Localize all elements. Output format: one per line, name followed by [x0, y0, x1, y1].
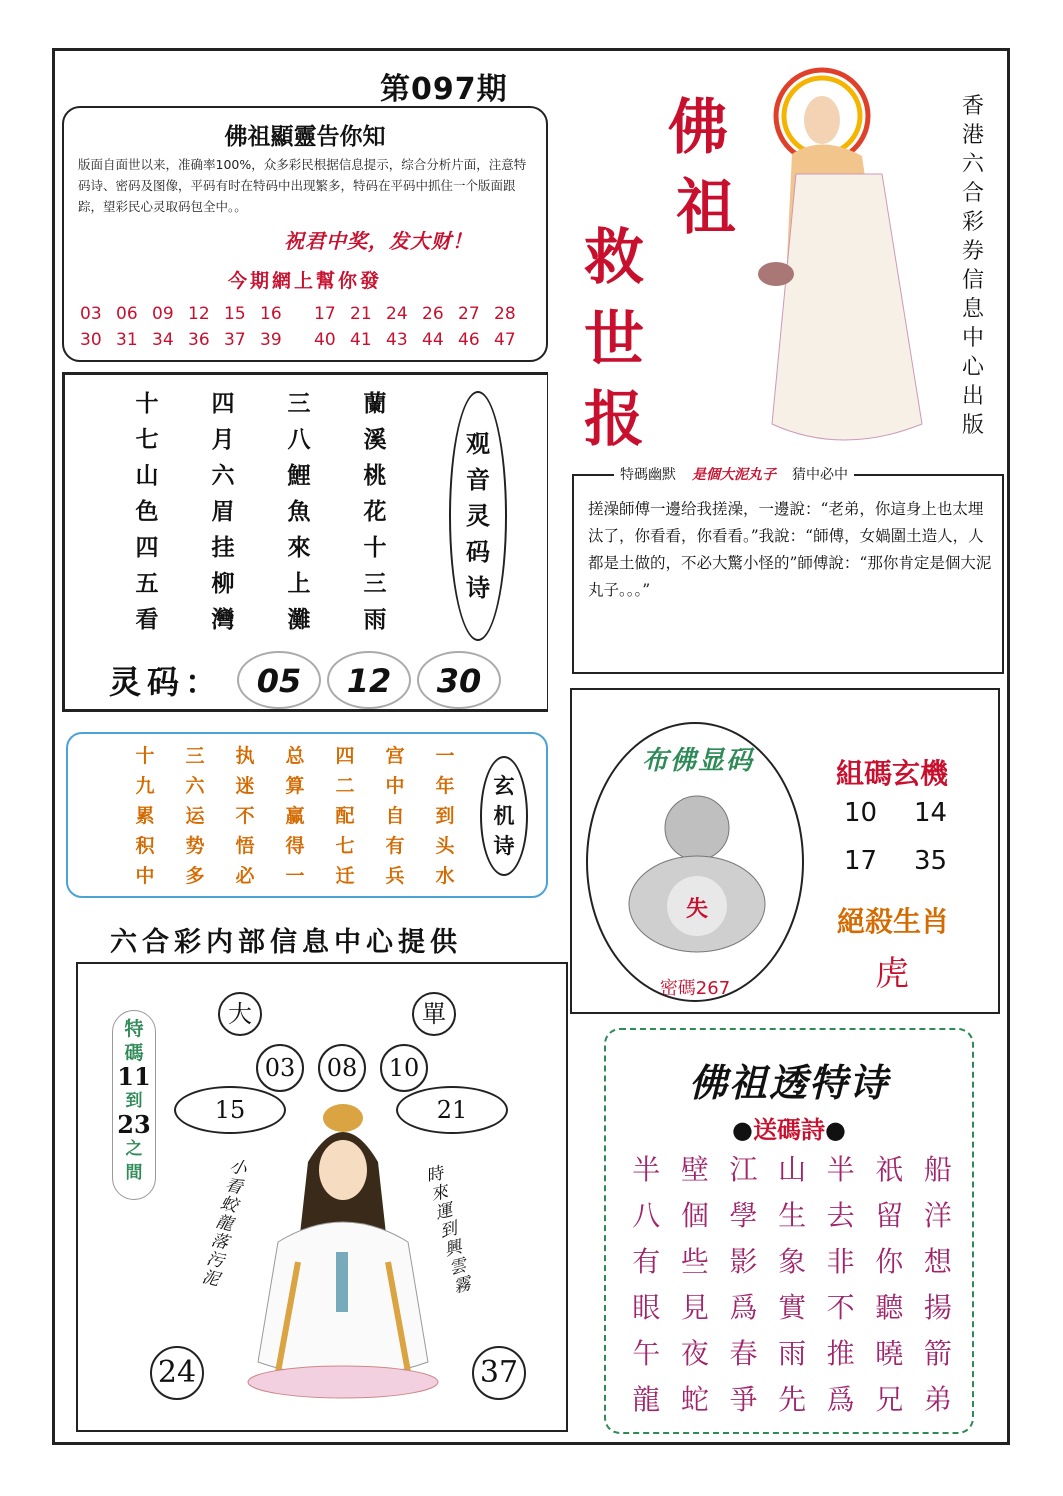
poem-char: 总 [285, 745, 305, 767]
tema-label: 碼 [124, 1042, 144, 1064]
number-cell: 09 [152, 304, 174, 324]
zuma-number: 35 [914, 846, 948, 876]
lingma-number: 05 [237, 651, 321, 709]
number-cell: 12 [188, 304, 210, 324]
joke-hint: 猜中必中 [792, 467, 848, 483]
tema-dao: 到 [125, 1091, 143, 1111]
poem-char: 看 [135, 606, 159, 633]
title-char: 佛 [668, 93, 728, 163]
poem-char: 势 [185, 835, 205, 857]
poem-char: 五 [135, 570, 159, 597]
bullet-icon: ● [825, 1116, 846, 1144]
poem-title-char: 码 [466, 537, 490, 566]
poem-char: 祇 [875, 1153, 904, 1186]
te-poem-title: 佛祖透特诗 [688, 1060, 889, 1105]
dan-circle: 單 [412, 992, 456, 1036]
poem-char: 船 [923, 1153, 952, 1186]
poem-char: 柳 [211, 570, 235, 597]
poem-char: 灘 [287, 606, 311, 633]
number-cell: 39 [260, 330, 282, 350]
tema-label: 特 [124, 1018, 144, 1040]
poem-char: 夜 [680, 1337, 709, 1370]
number-cell: 26 [422, 304, 444, 324]
mima-text: 密碼267 [659, 978, 731, 999]
poem-title-char: 诗 [493, 834, 515, 858]
poem-char: 去 [826, 1199, 855, 1232]
poem-char: 洋 [923, 1199, 952, 1232]
poem-char: 非 [826, 1245, 855, 1278]
zuma-box [570, 688, 1000, 1014]
poem-char: 桃 [363, 462, 387, 489]
guanyin-figure-icon [238, 1102, 448, 1402]
number-cell: 15 [224, 304, 246, 324]
poem-char: 爭 [729, 1383, 758, 1416]
jue-title: 絕殺生肖 [836, 905, 949, 938]
xuanji-poem-box [66, 732, 548, 898]
poem-char: 學 [729, 1199, 758, 1232]
number-cell: 24 [386, 304, 408, 324]
poem-char: 上 [287, 570, 311, 597]
poem-char: 半 [632, 1153, 661, 1186]
poem-char: 执 [235, 745, 255, 767]
poem-char: 必 [235, 865, 255, 887]
poem-char: 半 [826, 1153, 855, 1186]
te-poem-box [604, 1028, 974, 1434]
poem-char: 象 [778, 1245, 807, 1278]
poem-char: 八 [632, 1199, 661, 1232]
guanyin-poem-box [62, 372, 548, 712]
poem-char: 色 [135, 498, 159, 525]
buddha-panel [76, 962, 568, 1432]
da-circle: 大 [218, 992, 262, 1036]
tema-suffix: 間 [125, 1163, 143, 1183]
tema-range [112, 1010, 156, 1200]
poem-char: 六 [185, 775, 205, 797]
notice-box [62, 106, 548, 362]
te-poem-subtitle-row [606, 1110, 972, 1145]
number-cell: 17 [314, 304, 336, 324]
poem-char: 春 [729, 1337, 758, 1370]
spacer [296, 330, 314, 350]
poem-char: 兄 [875, 1383, 904, 1416]
poem-char: 龍 [632, 1383, 661, 1416]
poem-title-char: 机 [493, 804, 515, 828]
number-cell: 41 [350, 330, 372, 350]
recommended-numbers [80, 304, 540, 356]
bottom-right-number: 37 [472, 1346, 526, 1400]
left-verse: 小看蛟龍落污泥 [196, 1155, 248, 1290]
poem-char: 十 [135, 745, 155, 767]
poem-char: 見 [680, 1291, 709, 1324]
number-cell: 43 [386, 330, 408, 350]
poem-char: 弟 [923, 1383, 952, 1416]
poem-char: 曉 [875, 1337, 904, 1370]
top-number: 08 [318, 1044, 366, 1092]
joke-header [614, 464, 854, 484]
poem-char: 宫 [385, 745, 405, 767]
poem-char: 眼 [632, 1291, 661, 1324]
poem-title-char: 观 [466, 429, 490, 458]
poem-char: 雨 [778, 1337, 807, 1370]
title-char: 世 [584, 305, 644, 375]
lingma-label: 灵码： [109, 663, 224, 701]
poem-char: 月 [211, 426, 235, 453]
number-cell: 31 [116, 330, 138, 350]
poem-char: 箭 [923, 1337, 952, 1370]
poem-char: 二 [335, 775, 355, 797]
poem-char: 累 [135, 805, 155, 827]
poem-char: 挂 [211, 534, 235, 561]
number-cell: 21 [350, 304, 372, 324]
poem-char: 爲 [826, 1383, 855, 1416]
te-poem-subtitle: 送碼詩 [753, 1116, 825, 1144]
laughing-buddha-oval [586, 722, 804, 1002]
poem-char: 壁 [680, 1153, 709, 1186]
xuanji-poem-grid [120, 742, 470, 890]
header-title-area [572, 80, 952, 460]
poem-title-char: 玄 [493, 774, 515, 798]
poem-char: 积 [135, 835, 155, 857]
wish-text: 祝君中奖，发大财！ [284, 229, 473, 253]
poem-char: 不 [235, 805, 255, 827]
te-poem-grid [622, 1152, 962, 1418]
poem-char: 九 [135, 775, 155, 797]
publisher-vertical: 香港六合彩券信息中心出版 [961, 94, 984, 438]
issue-number: 第097期 [380, 72, 508, 107]
poem-char: 四 [211, 390, 235, 417]
zuma-number: 17 [844, 846, 878, 876]
right-verse: 時來運到興雲霧 [420, 1163, 472, 1298]
poem-char: 头 [435, 835, 455, 857]
number-cell: 46 [458, 330, 480, 350]
poem-char: 七 [335, 835, 355, 857]
tema-suffix: 之 [125, 1139, 143, 1159]
net-title: 今期網上幫你發 [227, 270, 382, 292]
tema-from: 11 [117, 1062, 151, 1091]
joke-text: 搓澡師傅一邊给我搓澡，一邊說：“老弟，你這身上也太埋汰了，你看看，你看看。”我說：“師傅，女媧圍土造人，人都是土做的，不必大驚小怪的”師傅說：“那你肯定是個大泥丸子。。。” [588, 500, 992, 599]
bullet-icon: ● [732, 1116, 753, 1144]
poem-char: 來 [287, 534, 311, 561]
joke-label: 特碼幽默 [620, 467, 676, 483]
guanyin-standing-icon [752, 64, 952, 456]
poem-char: 中 [135, 865, 155, 887]
poem-char: 先 [778, 1383, 807, 1416]
zuma-title: 組碼玄機 [835, 757, 948, 790]
poem-char: 有 [385, 835, 405, 857]
poem-char: 留 [875, 1199, 904, 1232]
zuma-number: 10 [844, 798, 878, 828]
title-char: 祖 [676, 173, 736, 243]
poem-char: 七 [135, 426, 159, 453]
poem-char: 中 [385, 775, 405, 797]
poem-char: 多 [185, 865, 205, 887]
poem-char: 影 [729, 1245, 758, 1278]
poem-char: 實 [778, 1291, 807, 1324]
poem-char: 些 [680, 1245, 709, 1278]
poem-title-char: 诗 [466, 573, 490, 602]
poem-char: 有 [632, 1245, 661, 1278]
poem-char: 三 [363, 570, 387, 597]
joke-box [572, 467, 1004, 674]
poem-char: 算 [285, 775, 305, 797]
number-cell: 34 [152, 330, 174, 350]
poem-char: 一 [435, 745, 455, 767]
poem-char: 自 [385, 805, 405, 827]
poem-char: 运 [185, 805, 205, 827]
poem-char: 悟 [235, 835, 255, 857]
poem-title-char: 灵 [466, 501, 490, 530]
number-cell: 27 [458, 304, 480, 324]
number-cell: 06 [116, 304, 138, 324]
poem-char: 山 [778, 1153, 807, 1186]
number-cell: 03 [80, 304, 102, 324]
buddha-label: 布佛显码 [641, 746, 754, 776]
poem-char: 不 [826, 1291, 855, 1324]
poem-char: 年 [435, 775, 455, 797]
guanyin-poem-grid [109, 387, 413, 636]
title-char: 报 [584, 385, 644, 455]
number-cell: 30 [80, 330, 102, 350]
poem-char: 眉 [211, 498, 235, 525]
poem-char: 四 [135, 534, 159, 561]
spacer [296, 304, 314, 324]
poem-char: 個 [680, 1199, 709, 1232]
number-row [80, 304, 540, 324]
jue-zodiac: 虎 [875, 954, 909, 994]
xuanji-poem-title [480, 756, 528, 876]
poem-char: 水 [435, 865, 455, 887]
poem-char: 三 [185, 745, 205, 767]
poem-char: 魚 [287, 498, 311, 525]
poem-char: 花 [363, 498, 387, 525]
tema-to: 23 [117, 1110, 151, 1139]
poem-char: 得 [285, 835, 305, 857]
number-row [80, 330, 540, 350]
poem-char: 蘭 [363, 390, 387, 417]
poem-char: 爲 [729, 1291, 758, 1324]
poem-char: 推 [826, 1337, 855, 1370]
poem-char: 到 [435, 805, 455, 827]
poem-char: 揚 [923, 1291, 952, 1324]
poem-char: 配 [335, 805, 355, 827]
number-cell: 44 [422, 330, 444, 350]
poem-char: 溪 [363, 426, 387, 453]
poem-title-char: 音 [466, 465, 490, 494]
poem-char: 八 [287, 426, 311, 453]
title-char: 救 [584, 223, 644, 293]
poem-char: 蛇 [680, 1383, 709, 1416]
number-cell: 47 [494, 330, 516, 350]
poem-char: 赢 [285, 805, 305, 827]
poem-char: 你 [875, 1245, 904, 1278]
poem-char: 六 [211, 462, 235, 489]
poem-char: 江 [729, 1153, 758, 1186]
lingma-number: 30 [417, 651, 501, 709]
poem-char: 十 [363, 534, 387, 561]
top-number: 10 [380, 1044, 428, 1092]
poem-char: 山 [135, 462, 159, 489]
top-number: 03 [256, 1044, 304, 1092]
right-oval-number: 21 [396, 1086, 508, 1134]
guanyin-poem-title [449, 391, 507, 641]
zuma-number: 14 [914, 798, 948, 828]
poem-char: 一 [285, 865, 305, 887]
poem-char: 鯉 [287, 462, 311, 489]
poem-char: 雨 [363, 606, 387, 633]
number-cell: 36 [188, 330, 210, 350]
poem-char: 聽 [875, 1291, 904, 1324]
belly-char: 失 [686, 897, 709, 922]
notice-body: 版面自面世以来，准确率100%，众多彩民根据信息提示，综合分析片面，注意特码诗、密码及图像，平码有时在特码中出现繁多，特码在平码中抓住一个版面跟踪，望彩民心灵取码包全中。。 [78, 157, 527, 214]
poem-char: 三 [287, 390, 311, 417]
poem-char: 四 [335, 745, 355, 767]
number-cell: 40 [314, 330, 336, 350]
number-cell: 37 [224, 330, 246, 350]
poem-char: 想 [923, 1245, 952, 1278]
notice-title: 佛祖顯靈告你知 [224, 123, 386, 150]
poem-char: 十 [135, 390, 159, 417]
poem-char: 午 [632, 1337, 661, 1370]
laughing-buddha-icon [612, 786, 782, 956]
poem-char: 迁 [335, 865, 355, 887]
number-cell: 16 [260, 304, 282, 324]
poem-char: 迷 [235, 775, 255, 797]
joke-answer: 是個大泥丸子 [692, 467, 776, 483]
lingma-number: 12 [327, 651, 411, 709]
provider-text: 六合彩内部信息中心提供 [110, 927, 462, 958]
left-oval-number: 15 [174, 1086, 286, 1134]
poem-char: 兵 [385, 865, 405, 887]
poem-char: 生 [778, 1199, 807, 1232]
bottom-left-number: 24 [150, 1346, 204, 1400]
poem-char: 灣 [211, 606, 235, 633]
number-cell: 28 [494, 304, 516, 324]
